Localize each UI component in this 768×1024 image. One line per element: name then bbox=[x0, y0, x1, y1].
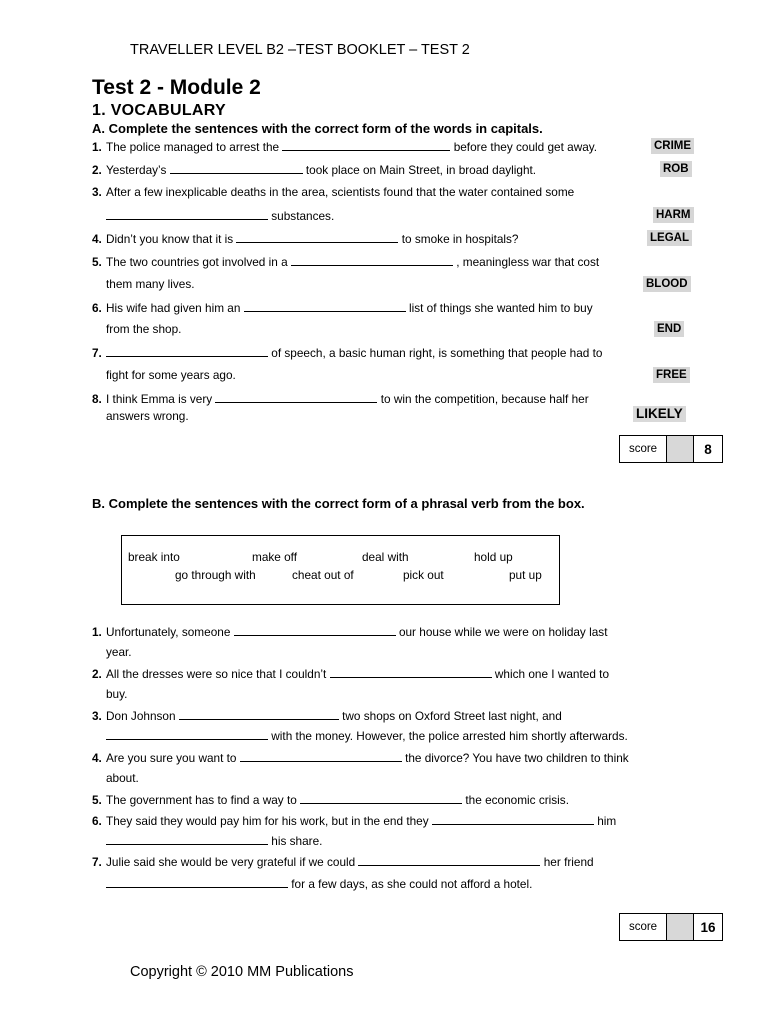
partB-sentence-line bbox=[92, 728, 628, 743]
answer-blank[interactable] bbox=[106, 876, 288, 888]
sentence-text: the economic crisis. bbox=[465, 793, 569, 807]
partB-sentence-line bbox=[92, 833, 322, 848]
keyword-end: END bbox=[654, 321, 684, 337]
score-label: score bbox=[620, 436, 667, 462]
sentence-text: two shops on Oxford Street last night, and bbox=[342, 709, 562, 723]
partA-sentence-line bbox=[92, 162, 536, 177]
score-points: 16 bbox=[700, 919, 716, 935]
sentence-text: which one I wanted to bbox=[494, 667, 610, 681]
keyword-harm: HARM bbox=[653, 207, 694, 223]
sentence-text: All the dresses were so nice that I couldn’t bbox=[106, 667, 327, 681]
answer-blank[interactable] bbox=[282, 139, 450, 151]
answer-blank[interactable] bbox=[244, 300, 406, 312]
part-a-score-box bbox=[619, 435, 723, 463]
score-entry-cell[interactable] bbox=[667, 914, 694, 940]
booklet-header: TRAVELLER LEVEL B2 –TEST BOOKLET – TEST 2 bbox=[130, 42, 470, 58]
sentence-text: him bbox=[597, 814, 617, 828]
sentence-text: Are you sure you want to bbox=[106, 751, 237, 765]
answer-blank[interactable] bbox=[106, 208, 268, 220]
verb-option: pick out bbox=[403, 568, 444, 582]
part-b-score-box bbox=[619, 913, 723, 941]
partB-sentence-line bbox=[92, 645, 132, 659]
keyword-rob: ROB bbox=[660, 161, 692, 177]
partB-sentence-line bbox=[92, 624, 607, 639]
sentence-text: Yesterday’s bbox=[106, 163, 167, 177]
partA-sentence-line bbox=[92, 300, 593, 315]
sentence-text: took place on Main Street, in broad daylight. bbox=[305, 163, 537, 177]
sentence-text: answers wrong. bbox=[106, 409, 189, 423]
question-number: 7. bbox=[92, 346, 102, 360]
partA-sentence-line bbox=[92, 277, 195, 291]
question-number: 1. bbox=[92, 140, 102, 154]
sentence-text: His wife had given him an bbox=[106, 301, 241, 315]
partA-sentence-line bbox=[92, 185, 574, 199]
question-number: 8. bbox=[92, 392, 102, 406]
partA-sentence-line bbox=[92, 391, 589, 406]
question-number: 2. bbox=[92, 163, 102, 177]
question-number: 6. bbox=[92, 301, 102, 315]
sentence-text: his share. bbox=[271, 834, 323, 848]
question-number: 1. bbox=[92, 625, 102, 639]
question-number: 2. bbox=[92, 667, 102, 681]
sentence-text: list of things she wanted him to buy bbox=[408, 301, 593, 315]
keyword-legal: LEGAL bbox=[647, 230, 692, 246]
partB-sentence-line bbox=[92, 771, 139, 785]
sentence-text: I think Emma is very bbox=[106, 392, 213, 406]
sentence-text: substances. bbox=[271, 209, 335, 223]
sentence-text: buy. bbox=[106, 687, 128, 701]
section-heading: 1. VOCABULARY bbox=[92, 102, 226, 119]
verb-option: deal with bbox=[362, 550, 409, 564]
sentence-text: Unfortunately, someone bbox=[106, 625, 231, 639]
partA-sentence-line bbox=[92, 208, 334, 223]
partA-sentence-line bbox=[92, 139, 597, 154]
score-entry-cell[interactable] bbox=[667, 436, 694, 462]
sentence-text: from the shop. bbox=[106, 322, 182, 336]
verb-option: put up bbox=[509, 568, 542, 582]
verb-option: go through with bbox=[175, 568, 256, 582]
keyword-blood: BLOOD bbox=[643, 276, 691, 292]
answer-blank[interactable] bbox=[240, 750, 402, 762]
sentence-text: of speech, a basic human right, is something that people had to bbox=[271, 346, 603, 360]
answer-blank[interactable] bbox=[106, 833, 268, 845]
answer-blank[interactable] bbox=[291, 254, 453, 266]
question-number: 3. bbox=[92, 185, 102, 199]
sentence-text: The two countries got involved in a bbox=[106, 255, 288, 269]
answer-blank[interactable] bbox=[106, 728, 268, 740]
sentence-text: with the money. However, the police arrested him shortly afterwards. bbox=[271, 729, 628, 743]
sentence-text: Don Johnson bbox=[106, 709, 176, 723]
partB-sentence-line bbox=[92, 854, 594, 869]
answer-blank[interactable] bbox=[179, 708, 339, 720]
partA-sentence-line bbox=[92, 322, 181, 336]
partA-sentence-line bbox=[92, 345, 602, 360]
sentence-text: for a few days, as she could not afford a hotel. bbox=[291, 877, 533, 891]
question-number: 7. bbox=[92, 855, 102, 869]
score-points: 8 bbox=[704, 441, 712, 457]
sentence-text: Didn’t you know that it is bbox=[106, 232, 234, 246]
sentence-text: them many lives. bbox=[106, 277, 195, 291]
partB-sentence-line bbox=[92, 792, 569, 807]
partB-sentence-line bbox=[92, 687, 127, 701]
verb-option: cheat out of bbox=[292, 568, 354, 582]
keyword-likely: LIKELY bbox=[633, 406, 686, 422]
partB-sentence-line bbox=[92, 813, 616, 828]
question-number: 5. bbox=[92, 255, 102, 269]
answer-blank[interactable] bbox=[106, 345, 268, 357]
verb-option: make off bbox=[252, 550, 298, 564]
question-number: 6. bbox=[92, 814, 102, 828]
answer-blank[interactable] bbox=[432, 813, 594, 825]
sentence-text: the divorce? You have two children to think bbox=[405, 751, 629, 765]
part-a-instruction: A. Complete the sentences with the correct form of the words in capitals. bbox=[92, 121, 543, 136]
keyword-free: FREE bbox=[653, 367, 690, 383]
sentence-text: year. bbox=[106, 645, 132, 659]
answer-blank[interactable] bbox=[236, 231, 398, 243]
answer-blank[interactable] bbox=[170, 162, 303, 174]
question-number: 5. bbox=[92, 793, 102, 807]
question-number: 4. bbox=[92, 751, 102, 765]
answer-blank[interactable] bbox=[330, 666, 492, 678]
partB-sentence-line bbox=[92, 750, 629, 765]
sentence-text: to smoke in hospitals? bbox=[401, 232, 519, 246]
sentence-text: our house while we were on holiday last bbox=[398, 625, 608, 639]
sentence-text: , meaningless war that cost bbox=[456, 255, 600, 269]
partA-sentence-line bbox=[92, 254, 599, 269]
partB-sentence-line bbox=[92, 708, 562, 723]
partB-sentence-line bbox=[92, 666, 609, 681]
sentence-text: They said they would pay him for his work, but in the end they bbox=[106, 814, 429, 828]
question-number: 4. bbox=[92, 232, 102, 246]
answer-blank[interactable] bbox=[300, 792, 462, 804]
score-label: score bbox=[620, 914, 667, 940]
copyright-footer: Copyright © 2010 MM Publications bbox=[130, 964, 354, 980]
phrasal-verb-box bbox=[121, 535, 560, 605]
answer-blank[interactable] bbox=[358, 854, 540, 866]
verb-option: hold up bbox=[474, 550, 513, 564]
part-b-instruction: B. Complete the sentences with the correct form of a phrasal verb from the box. bbox=[92, 496, 585, 511]
sentence-text: her friend bbox=[543, 855, 594, 869]
sentence-text: about. bbox=[106, 771, 139, 785]
sentence-text: fight for some years ago. bbox=[106, 368, 236, 382]
answer-blank[interactable] bbox=[215, 391, 377, 403]
verb-option: break into bbox=[128, 550, 180, 564]
partA-sentence-line bbox=[92, 409, 189, 423]
sentence-text: before they could get away. bbox=[453, 140, 598, 154]
sentence-text: After a few inexplicable deaths in the area, scientists found that the water contained some bbox=[106, 185, 575, 199]
partA-sentence-line bbox=[92, 368, 236, 382]
sentence-text: The government has to find a way to bbox=[106, 793, 297, 807]
sentence-text: The police managed to arrest the bbox=[106, 140, 280, 154]
answer-blank[interactable] bbox=[234, 624, 396, 636]
page-title: Test 2 - Module 2 bbox=[92, 76, 261, 99]
keyword-crime: CRIME bbox=[651, 138, 694, 154]
sentence-text: Julie said she would be very grateful if we could bbox=[106, 855, 356, 869]
partB-sentence-line bbox=[92, 876, 532, 891]
sentence-text: to win the competition, because half her bbox=[380, 392, 589, 406]
question-number: 3. bbox=[92, 709, 102, 723]
partA-sentence-line bbox=[92, 231, 519, 246]
